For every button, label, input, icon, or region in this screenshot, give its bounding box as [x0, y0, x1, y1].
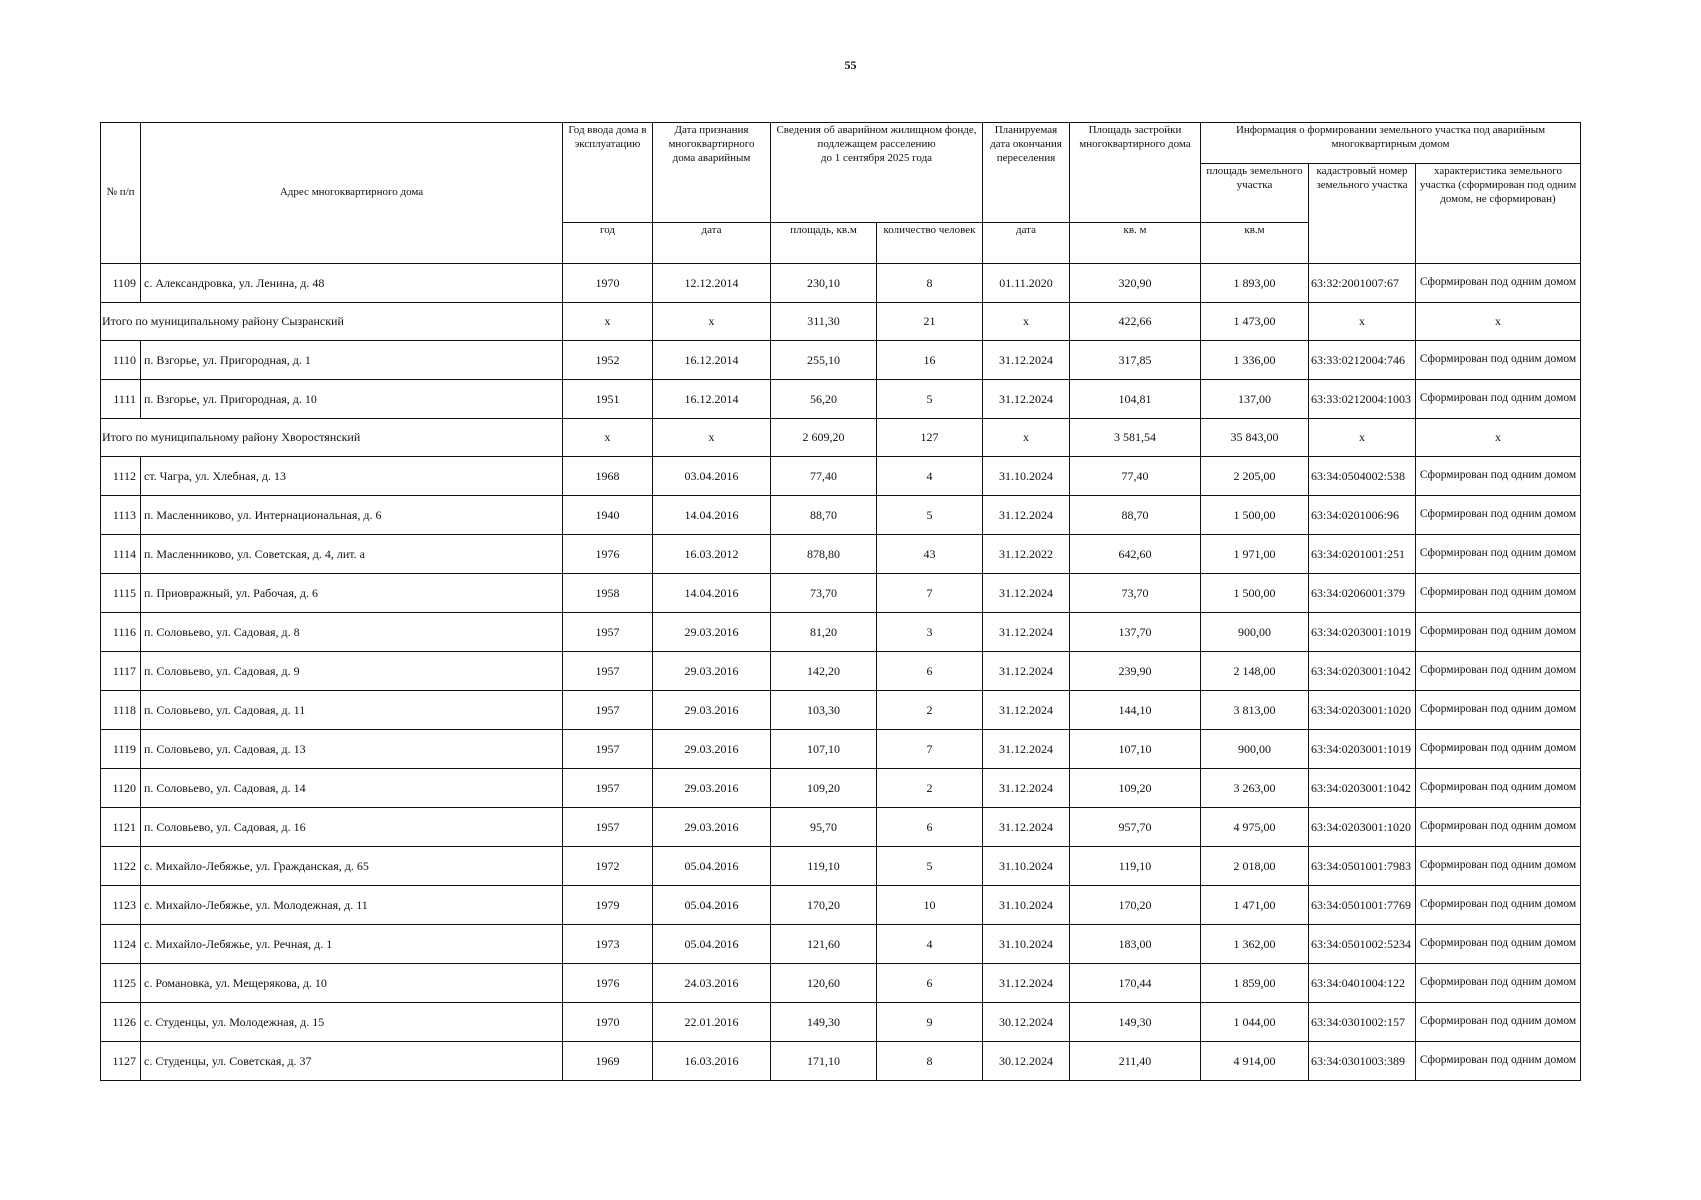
cell-address: п. Соловьево, ул. Садовая, д. 8: [141, 613, 563, 652]
cell-area: 56,20: [771, 380, 877, 419]
cell-build-area: 119,10: [1070, 847, 1201, 886]
cell-area: 142,20: [771, 652, 877, 691]
cell-date: x: [653, 419, 771, 457]
cell-land-char: Сформирован под одним домом: [1416, 1042, 1581, 1081]
cell-planned: 31.12.2024: [983, 730, 1070, 769]
cell-year: 1969: [563, 1042, 653, 1081]
table-row: [101, 652, 1581, 691]
cell-address: п. Взгорье, ул. Пригородная, д. 1: [141, 341, 563, 380]
cell-address: с. Михайло-Лебяжье, ул. Гражданская, д. 65: [141, 847, 563, 886]
cell-planned: 31.12.2024: [983, 808, 1070, 847]
cell-planned: 31.12.2024: [983, 691, 1070, 730]
cell-num: 1119: [101, 730, 141, 769]
cell-area: 170,20: [771, 886, 877, 925]
cell-cadastral: 63:34:0203001:1020: [1309, 808, 1416, 847]
cell-people: 6: [877, 808, 983, 847]
cell-land-area: 1 471,00: [1201, 886, 1309, 925]
cell-land-area: 2 148,00: [1201, 652, 1309, 691]
cell-cadastral: 63:33:0212004:746: [1309, 341, 1416, 380]
cell-people: 2: [877, 691, 983, 730]
cell-cadastral: 63:34:0201006:96: [1309, 496, 1416, 535]
cell-year: 1972: [563, 847, 653, 886]
cell-planned: 31.12.2022: [983, 535, 1070, 574]
cell-planned: 31.10.2024: [983, 886, 1070, 925]
table-row: [101, 613, 1581, 652]
cell-address: с. Студенцы, ул. Советская, д. 37: [141, 1042, 563, 1081]
cell-land-char: Сформирован под одним домом: [1416, 1003, 1581, 1042]
cell-year: x: [563, 419, 653, 457]
cell-date: 29.03.2016: [653, 730, 771, 769]
cell-date: 24.03.2016: [653, 964, 771, 1003]
cell-build-area: 320,90: [1070, 264, 1201, 303]
cell-cadastral: 63:34:0203001:1042: [1309, 769, 1416, 808]
cell-year: 1973: [563, 925, 653, 964]
cell-year: 1957: [563, 730, 653, 769]
header-land-info: Информация о формировании земельного участка под аварийным многоквартирным домом: [1201, 123, 1581, 164]
cell-cadastral: 63:34:0504002:538: [1309, 457, 1416, 496]
cell-date: 05.04.2016: [653, 925, 771, 964]
page-number: 55: [844, 58, 857, 72]
cell-year: 1979: [563, 886, 653, 925]
cell-people: 5: [877, 496, 983, 535]
cell-cadastral: 63:34:0501001:7983: [1309, 847, 1416, 886]
header-building-area: Площадь застройки многоквартирного дома: [1070, 123, 1201, 223]
table-row: [101, 808, 1581, 847]
cell-num: 1109: [101, 264, 141, 303]
cell-area: 311,30: [771, 303, 877, 341]
cell-people: 9: [877, 1003, 983, 1042]
cell-date: 03.04.2016: [653, 457, 771, 496]
cell-cadastral: 63:33:0212004:1003: [1309, 380, 1416, 419]
table-row: [101, 964, 1581, 1003]
total-label: Итого по муниципальному району Сызранский: [101, 303, 563, 341]
header-unit-area: площадь, кв.м: [771, 223, 877, 264]
cell-num: 1115: [101, 574, 141, 613]
cell-area: 81,20: [771, 613, 877, 652]
cell-land-char: Сформирован под одним домом: [1416, 886, 1581, 925]
cell-area: 119,10: [771, 847, 877, 886]
table-row: [101, 535, 1581, 574]
cell-build-area: 88,70: [1070, 496, 1201, 535]
cell-year: 1970: [563, 264, 653, 303]
cell-people: 10: [877, 886, 983, 925]
cell-num: 1126: [101, 1003, 141, 1042]
cell-cadastral: 63:34:0203001:1019: [1309, 613, 1416, 652]
cell-land-char: Сформирован под одним домом: [1416, 535, 1581, 574]
cell-date: 29.03.2016: [653, 808, 771, 847]
cell-num: 1111: [101, 380, 141, 419]
cell-area: 109,20: [771, 769, 877, 808]
cell-land-area: 3 263,00: [1201, 769, 1309, 808]
cell-area: 121,60: [771, 925, 877, 964]
cell-address: п. Соловьево, ул. Садовая, д. 9: [141, 652, 563, 691]
cell-build-area: 317,85: [1070, 341, 1201, 380]
cell-address: п. Приовражный, ул. Рабочая, д. 6: [141, 574, 563, 613]
cell-cadastral: 63:34:0501001:7769: [1309, 886, 1416, 925]
emergency-housing-table: [100, 122, 1581, 1081]
cell-year: x: [563, 303, 653, 341]
cell-land-char: Сформирован под одним домом: [1416, 808, 1581, 847]
cell-address: п. Масленниково, ул. Советская, д. 4, лит. а: [141, 535, 563, 574]
cell-build-area: 170,44: [1070, 964, 1201, 1003]
cell-land-char: x: [1416, 419, 1581, 457]
cell-planned: 31.12.2024: [983, 964, 1070, 1003]
cell-planned: 31.12.2024: [983, 613, 1070, 652]
cell-address: п. Масленниково, ул. Интернациональная, д. 6: [141, 496, 563, 535]
cell-land-area: 1 971,00: [1201, 535, 1309, 574]
table-row: [101, 847, 1581, 886]
cell-year: 1957: [563, 652, 653, 691]
cell-land-area: 1 500,00: [1201, 574, 1309, 613]
table-row: [101, 457, 1581, 496]
cell-land-area: 1 336,00: [1201, 341, 1309, 380]
header-planned-date: Планируемая дата окончания переселения: [983, 123, 1070, 223]
cell-num: 1127: [101, 1042, 141, 1081]
cell-area: 73,70: [771, 574, 877, 613]
cell-land-char: Сформирован под одним домом: [1416, 730, 1581, 769]
header-land-char: характеристика земельного участка (сформирован под одним домом, не сформирован): [1416, 164, 1581, 264]
cell-planned: 31.12.2024: [983, 769, 1070, 808]
cell-people: 21: [877, 303, 983, 341]
cell-people: 3: [877, 613, 983, 652]
cell-area: 107,10: [771, 730, 877, 769]
cell-build-area: 107,10: [1070, 730, 1201, 769]
cell-address: п. Соловьево, ул. Садовая, д. 11: [141, 691, 563, 730]
cell-num: 1118: [101, 691, 141, 730]
cell-build-area: 211,40: [1070, 1042, 1201, 1081]
cell-area: 77,40: [771, 457, 877, 496]
cell-planned: 31.10.2024: [983, 925, 1070, 964]
cell-land-area: 4 975,00: [1201, 808, 1309, 847]
header-year-built: Год ввода дома в эксплуатацию: [563, 123, 653, 223]
cell-address: с. Михайло-Лебяжье, ул. Молодежная, д. 11: [141, 886, 563, 925]
cell-build-area: 144,10: [1070, 691, 1201, 730]
cell-date: 29.03.2016: [653, 652, 771, 691]
cell-address: с. Студенцы, ул. Молодежная, д. 15: [141, 1003, 563, 1042]
cell-people: 7: [877, 730, 983, 769]
cell-cadastral: 63:34:0301002:157: [1309, 1003, 1416, 1042]
cell-people: 5: [877, 847, 983, 886]
cell-planned: 31.12.2024: [983, 380, 1070, 419]
cell-cadastral: 63:32:2001007:67: [1309, 264, 1416, 303]
cell-people: 4: [877, 925, 983, 964]
table-row: [101, 1042, 1581, 1081]
cell-area: 255,10: [771, 341, 877, 380]
cell-date: 14.04.2016: [653, 496, 771, 535]
cell-date: 16.03.2016: [653, 1042, 771, 1081]
cell-address: с. Александровка, ул. Ленина, д. 48: [141, 264, 563, 303]
cell-area: 171,10: [771, 1042, 877, 1081]
cell-address: п. Соловьево, ул. Садовая, д. 16: [141, 808, 563, 847]
table-row: [101, 264, 1581, 303]
header-date-emergency: Дата признания многоквартирного дома аварийным: [653, 123, 771, 223]
cell-land-char: x: [1416, 303, 1581, 341]
table-body: [101, 264, 1581, 1081]
cell-build-area: 73,70: [1070, 574, 1201, 613]
table-row: [101, 730, 1581, 769]
cell-planned: x: [983, 419, 1070, 457]
cell-date: 14.04.2016: [653, 574, 771, 613]
cell-cadastral: 63:34:0401004:122: [1309, 964, 1416, 1003]
header-unit-kvm: кв. м: [1070, 223, 1201, 264]
table-row: [101, 574, 1581, 613]
cell-people: 8: [877, 264, 983, 303]
cell-cadastral: 63:34:0301003:389: [1309, 1042, 1416, 1081]
cell-people: 7: [877, 574, 983, 613]
cell-num: 1123: [101, 886, 141, 925]
cell-year: 1958: [563, 574, 653, 613]
cell-land-area: 2 018,00: [1201, 847, 1309, 886]
cell-address: с. Михайло-Лебяжье, ул. Речная, д. 1: [141, 925, 563, 964]
total-label: Итого по муниципальному району Хворостянский: [101, 419, 563, 457]
cell-planned: x: [983, 303, 1070, 341]
cell-land-area: 1 859,00: [1201, 964, 1309, 1003]
cell-land-char: Сформирован под одним домом: [1416, 574, 1581, 613]
cell-land-char: Сформирован под одним домом: [1416, 964, 1581, 1003]
cell-planned: 01.11.2020: [983, 264, 1070, 303]
cell-year: 1957: [563, 769, 653, 808]
cell-build-area: 77,40: [1070, 457, 1201, 496]
cell-people: 2: [877, 769, 983, 808]
cell-people: 6: [877, 652, 983, 691]
header-emergency-info-line1: Сведения об аварийном жилищном фонде,: [776, 124, 977, 136]
cell-land-char: Сформирован под одним домом: [1416, 847, 1581, 886]
cell-cadastral: 63:34:0201001:251: [1309, 535, 1416, 574]
cell-planned: 31.10.2024: [983, 847, 1070, 886]
cell-date: 29.03.2016: [653, 691, 771, 730]
table-row: [101, 1003, 1581, 1042]
cell-land-char: Сформирован под одним домом: [1416, 613, 1581, 652]
cell-address: с. Романовка, ул. Мещерякова, д. 10: [141, 964, 563, 1003]
cell-year: 1951: [563, 380, 653, 419]
cell-area: 95,70: [771, 808, 877, 847]
cell-year: 1952: [563, 341, 653, 380]
table-row: [101, 769, 1581, 808]
cell-land-area: 2 205,00: [1201, 457, 1309, 496]
cell-num: 1125: [101, 964, 141, 1003]
cell-planned: 31.12.2024: [983, 341, 1070, 380]
cell-cadastral: 63:34:0203001:1020: [1309, 691, 1416, 730]
cell-date: 12.12.2014: [653, 264, 771, 303]
cell-build-area: 109,20: [1070, 769, 1201, 808]
cell-num: 1117: [101, 652, 141, 691]
cell-num: 1114: [101, 535, 141, 574]
cell-planned: 30.12.2024: [983, 1042, 1070, 1081]
cell-planned: 31.10.2024: [983, 457, 1070, 496]
cell-cadastral: 63:34:0501002:5234: [1309, 925, 1416, 964]
cell-date: 29.03.2016: [653, 613, 771, 652]
cell-planned: 31.12.2024: [983, 496, 1070, 535]
cell-num: 1120: [101, 769, 141, 808]
header-emergency-info: [771, 123, 983, 223]
cell-land-char: Сформирован под одним домом: [1416, 925, 1581, 964]
header-unit-people: количество человек: [877, 223, 983, 264]
header-unit-kvm2: кв.м: [1201, 223, 1309, 264]
cell-land-area: 3 813,00: [1201, 691, 1309, 730]
cell-address: п. Соловьево, ул. Садовая, д. 14: [141, 769, 563, 808]
cell-num: 1122: [101, 847, 141, 886]
cell-cadastral: 63:34:0206001:379: [1309, 574, 1416, 613]
header-emergency-info-line2: подлежащем расселению: [817, 137, 936, 150]
cell-year: 1957: [563, 691, 653, 730]
header-unit-year: год: [563, 223, 653, 264]
cell-build-area: 3 581,54: [1070, 419, 1201, 457]
cell-cadastral: 63:34:0203001:1042: [1309, 652, 1416, 691]
cell-people: 127: [877, 419, 983, 457]
cell-address: п. Взгорье, ул. Пригородная, д. 10: [141, 380, 563, 419]
header-cadastral: кадастровый номер земельного участка: [1309, 164, 1416, 264]
cell-build-area: 642,60: [1070, 535, 1201, 574]
cell-date: 05.04.2016: [653, 886, 771, 925]
cell-land-char: Сформирован под одним домом: [1416, 691, 1581, 730]
table-row: [101, 925, 1581, 964]
cell-date: 16.12.2014: [653, 341, 771, 380]
cell-land-area: 1 362,00: [1201, 925, 1309, 964]
header-num: № п/п: [101, 123, 141, 264]
cell-address: ст. Чагра, ул. Хлебная, д. 13: [141, 457, 563, 496]
cell-year: 1957: [563, 613, 653, 652]
cell-area: 149,30: [771, 1003, 877, 1042]
cell-date: 05.04.2016: [653, 847, 771, 886]
cell-year: 1940: [563, 496, 653, 535]
cell-num: 1110: [101, 341, 141, 380]
cell-land-char: Сформирован под одним домом: [1416, 264, 1581, 303]
cell-land-char: Сформирован под одним домом: [1416, 380, 1581, 419]
cell-year: 1970: [563, 1003, 653, 1042]
cell-land-area: 900,00: [1201, 613, 1309, 652]
cell-year: 1968: [563, 457, 653, 496]
cell-land-area: 1 044,00: [1201, 1003, 1309, 1042]
header-unit-date: дата: [653, 223, 771, 264]
cell-date: 16.03.2012: [653, 535, 771, 574]
cell-land-area: 4 914,00: [1201, 1042, 1309, 1081]
cell-cadastral: x: [1309, 419, 1416, 457]
cell-date: x: [653, 303, 771, 341]
cell-build-area: 104,81: [1070, 380, 1201, 419]
cell-build-area: 137,70: [1070, 613, 1201, 652]
cell-planned: 30.12.2024: [983, 1003, 1070, 1042]
cell-land-area: 1 500,00: [1201, 496, 1309, 535]
cell-num: 1113: [101, 496, 141, 535]
table-row: [101, 691, 1581, 730]
cell-area: 230,10: [771, 264, 877, 303]
cell-land-char: Сформирован под одним домом: [1416, 652, 1581, 691]
cell-build-area: 183,00: [1070, 925, 1201, 964]
cell-land-area: 900,00: [1201, 730, 1309, 769]
cell-num: 1124: [101, 925, 141, 964]
cell-num: 1121: [101, 808, 141, 847]
cell-people: 5: [877, 380, 983, 419]
total-row: [101, 419, 1581, 457]
cell-cadastral: x: [1309, 303, 1416, 341]
cell-planned: 31.12.2024: [983, 652, 1070, 691]
cell-year: 1976: [563, 535, 653, 574]
cell-num: 1112: [101, 457, 141, 496]
table-row: [101, 496, 1581, 535]
cell-area: 103,30: [771, 691, 877, 730]
cell-build-area: 149,30: [1070, 1003, 1201, 1042]
cell-date: 22.01.2016: [653, 1003, 771, 1042]
cell-area: 120,60: [771, 964, 877, 1003]
cell-year: 1976: [563, 964, 653, 1003]
cell-year: 1957: [563, 808, 653, 847]
cell-build-area: 170,20: [1070, 886, 1201, 925]
cell-num: 1116: [101, 613, 141, 652]
cell-land-area: 1 473,00: [1201, 303, 1309, 341]
header-address: Адрес многоквартирного дома: [141, 123, 563, 264]
cell-people: 16: [877, 341, 983, 380]
table-row: [101, 341, 1581, 380]
cell-build-area: 957,70: [1070, 808, 1201, 847]
cell-land-area: 137,00: [1201, 380, 1309, 419]
cell-area: 88,70: [771, 496, 877, 535]
cell-people: 4: [877, 457, 983, 496]
cell-land-char: Сформирован под одним домом: [1416, 341, 1581, 380]
cell-cadastral: 63:34:0203001:1019: [1309, 730, 1416, 769]
cell-planned: 31.12.2024: [983, 574, 1070, 613]
cell-address: п. Соловьево, ул. Садовая, д. 13: [141, 730, 563, 769]
cell-people: 43: [877, 535, 983, 574]
table-row: [101, 380, 1581, 419]
cell-area: 2 609,20: [771, 419, 877, 457]
cell-area: 878,80: [771, 535, 877, 574]
cell-people: 6: [877, 964, 983, 1003]
cell-land-area: 35 843,00: [1201, 419, 1309, 457]
cell-land-char: Сформирован под одним домом: [1416, 769, 1581, 808]
header-unit-date2: дата: [983, 223, 1070, 264]
cell-land-char: Сформирован под одним домом: [1416, 496, 1581, 535]
cell-people: 8: [877, 1042, 983, 1081]
header-land-area: площадь земельного участка: [1201, 164, 1309, 223]
total-row: [101, 303, 1581, 341]
header-emergency-info-line3: до 1 сентября 2025 года: [820, 151, 933, 164]
cell-date: 29.03.2016: [653, 769, 771, 808]
cell-date: 16.12.2014: [653, 380, 771, 419]
cell-land-area: 1 893,00: [1201, 264, 1309, 303]
table-row: [101, 886, 1581, 925]
cell-land-char: Сформирован под одним домом: [1416, 457, 1581, 496]
cell-build-area: 239,90: [1070, 652, 1201, 691]
cell-build-area: 422,66: [1070, 303, 1201, 341]
